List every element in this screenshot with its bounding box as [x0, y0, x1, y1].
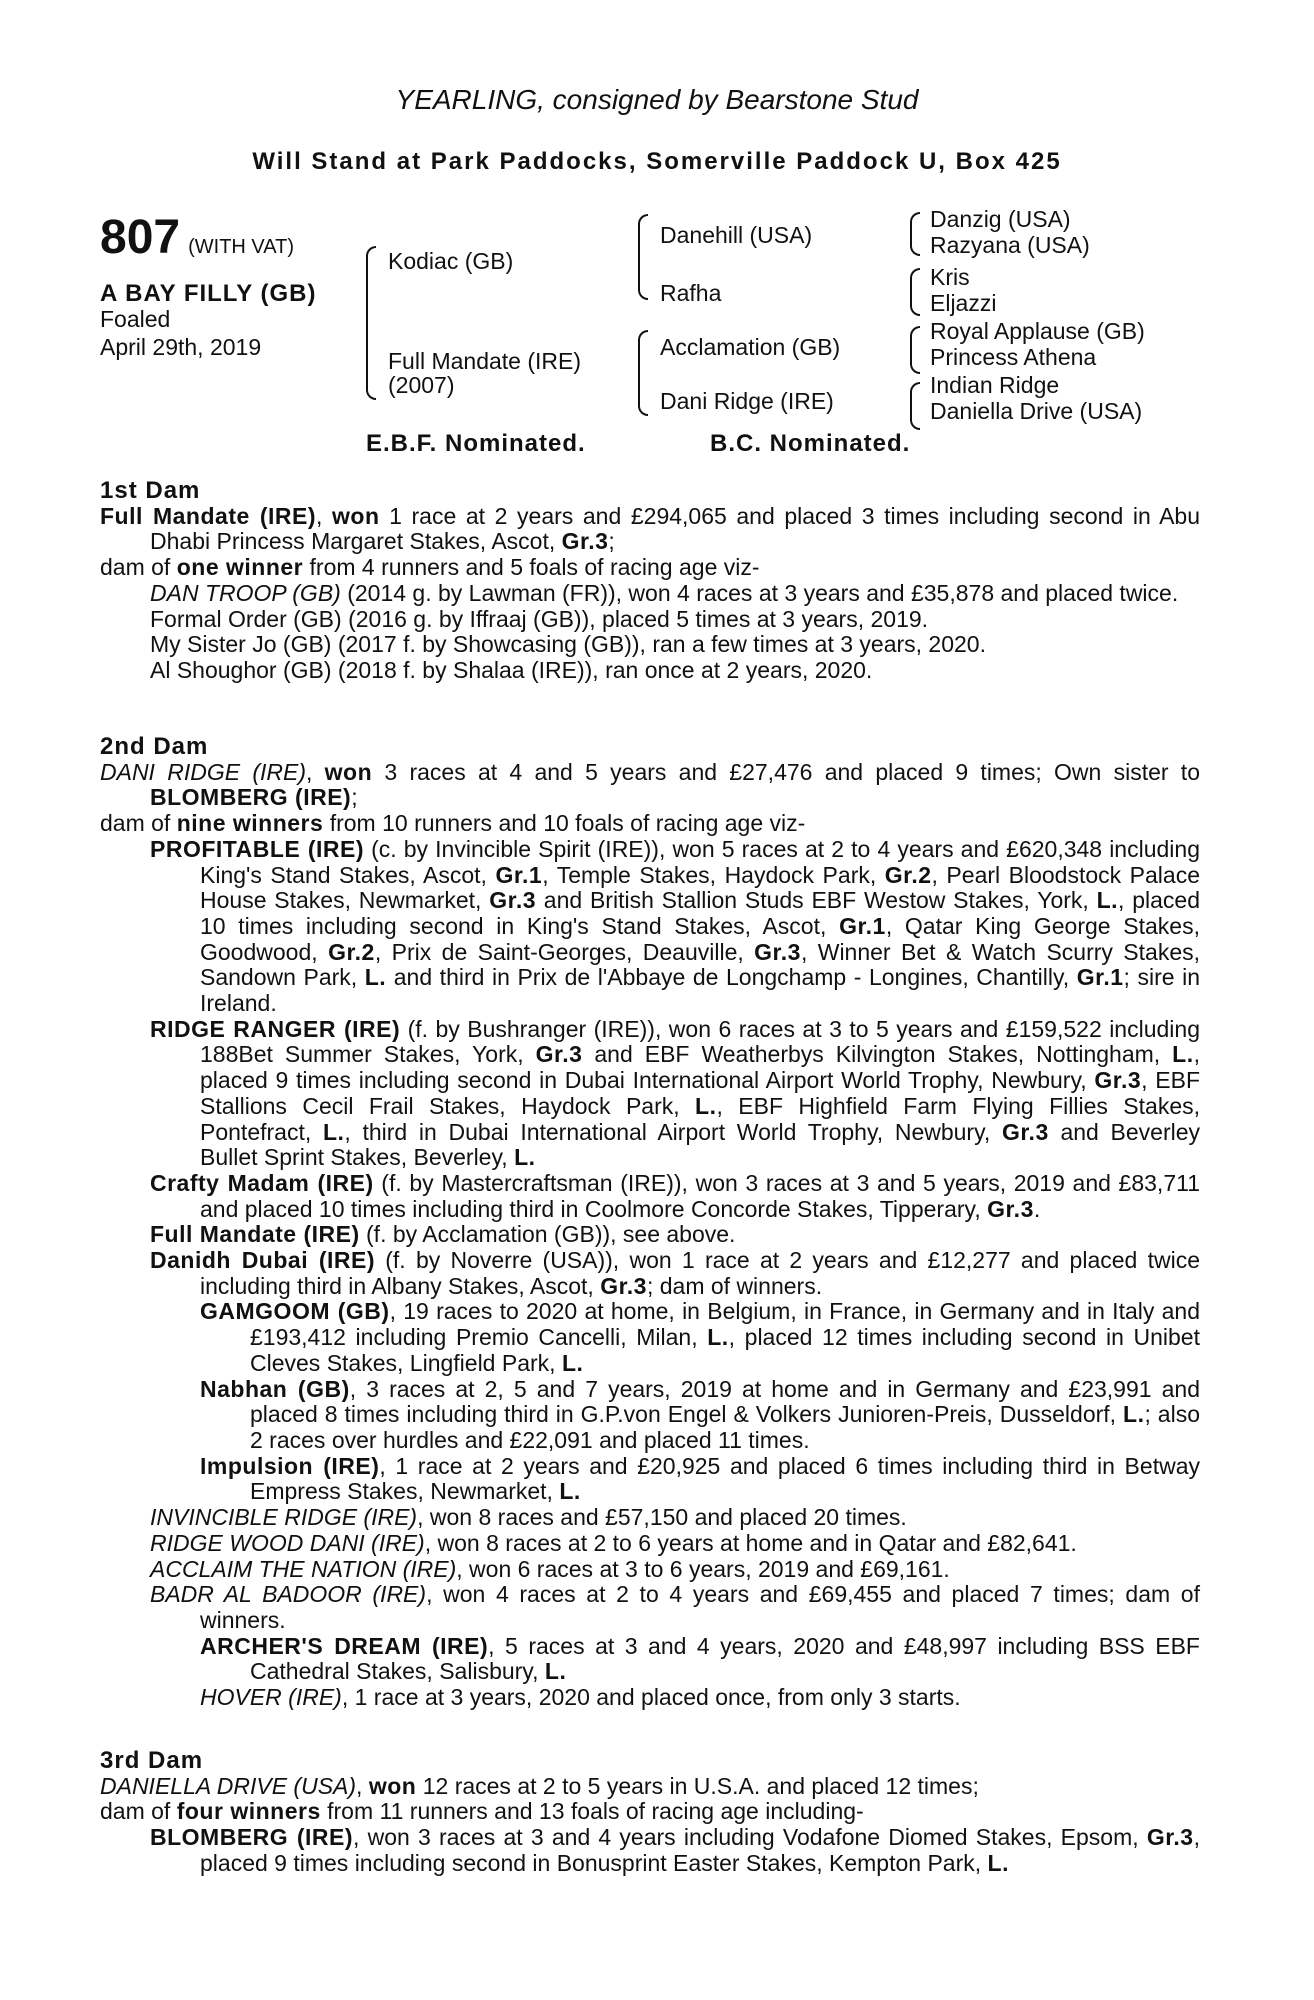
dam: Full Mandate (IRE) — [388, 348, 582, 374]
ancestor-4: Eljazzi — [930, 290, 997, 316]
third-dam-record: DANIELLA DRIVE (USA), won 12 races at 2 to 5 years in U.S.A. and placed 12 times; — [100, 1772, 979, 1799]
t: , won 8 races and £57,150 and placed 20 times. — [417, 1504, 907, 1531]
second-dam-produce-summary — [100, 811, 1200, 837]
listed: L. — [1172, 1041, 1194, 1068]
lot-description: A BAY FILLY (GB) — [100, 280, 317, 307]
pedigree-brace-2a — [638, 214, 648, 300]
punct: . — [1033, 1195, 1041, 1222]
pedigree-brace-3d — [910, 382, 920, 430]
offspring-entry — [150, 1531, 1200, 1557]
grade: Gr.1 — [495, 861, 543, 888]
t: , placed 12 times including second in Unibet Cleves Stakes, Lingfield Park, — [250, 1324, 1200, 1376]
offspring-entry — [150, 1505, 1200, 1531]
ancestor-6: Princess Athena — [930, 344, 1097, 370]
listed: L. — [1096, 887, 1119, 914]
t: , won 8 races at 2 to 6 years at home and in Qatar and £82,641. — [424, 1529, 1077, 1556]
grade: Gr.2 — [328, 938, 375, 965]
text: dam of — [100, 554, 177, 581]
offspring-entry: Al Shoughor (GB) (2018 f. by Shalaa (IRE)), ran once at 2 years, 2020. — [150, 656, 873, 683]
listed: L. — [987, 1849, 1009, 1876]
t: and EBF Weatherbys Kilvington Stakes, Nottingham, — [582, 1041, 1173, 1068]
lot-number: 807 — [100, 211, 181, 264]
third-dam-name: DANIELLA DRIVE (USA) — [100, 1772, 357, 1799]
t: , 3 races at 2, 5 and 7 years, 2019 at home and in Germany and £23,991 and placed 8 times including third in G.P.von Engel & Volkers Junioren-Preis, Dusseldorf, — [250, 1375, 1200, 1428]
won-label: won — [324, 758, 373, 785]
second-dam-section — [100, 734, 1200, 1711]
grand-offspring-entry — [200, 1299, 1200, 1376]
dam-dam: Dani Ridge (IRE) — [660, 388, 834, 414]
offspring-name: Impulsion (IRE) — [200, 1452, 380, 1479]
punct: ; — [351, 784, 358, 811]
offspring-entry — [150, 1017, 1200, 1171]
third-dam-section — [100, 1748, 1200, 1877]
grade: Gr.2 — [884, 861, 932, 888]
sire-dam: Rafha — [660, 280, 722, 306]
listed: L. — [561, 1349, 584, 1376]
offspring-entry — [150, 1582, 1200, 1633]
won-label: won — [332, 502, 380, 529]
listed: L. — [1123, 1401, 1145, 1428]
grade: Gr.1 — [1076, 964, 1124, 991]
pedigree-brace-3a — [910, 212, 920, 256]
grade: Gr.3 — [489, 887, 537, 914]
grade: Gr.1 — [839, 912, 886, 939]
listed: L. — [322, 1118, 345, 1145]
second-dam-heading: 2nd Dam — [100, 733, 209, 760]
t: (c. by Invincible Spirit (IRE)), won 5 races at 2 to 4 years and £620,348 including King's Stand Stakes, Ascot, — [200, 835, 1200, 888]
third-dam-produce-summary — [100, 1799, 1200, 1825]
offspring-record: (2014 g. by Lawman (FR)), won 4 races at 3 years and £35,878 and placed twice. — [340, 579, 1179, 606]
t: , 19 races to 2020 at home, in Belgium, in France, in Germany and in Italy and £193,412 including Premio Cancelli, Milan, — [250, 1298, 1200, 1351]
grand-offspring-entry — [200, 1377, 1200, 1454]
dam-sire: Acclamation (GB) — [660, 334, 841, 360]
t: and Beverley Bullet Sprint Stakes, Beverley, — [200, 1118, 1201, 1171]
offspring-entry: My Sister Jo (GB) (2017 f. by Showcasing (GB)), ran a few times at 3 years, 2020. — [150, 631, 986, 658]
offspring-name: Nabhan (GB) — [200, 1375, 350, 1402]
t: , Pearl Bloodstock Palace House Stakes, Newmarket, — [200, 861, 1200, 914]
first-dam-record: Full Mandate (IRE), won 1 race at 2 years and £294,065 and placed 3 times including second in Abu Dhabi Princess Margaret Stakes, Ascot, Gr.3; — [100, 502, 1200, 555]
winners-count: nine winners — [176, 810, 324, 837]
first-dam-section — [100, 478, 1200, 684]
offspring-entry: Formal Order (GB) (2016 g. by Iffraaj (GB)), placed 5 times at 3 years, 2019. — [150, 605, 929, 632]
t: ; also 2 races over hurdles and £22,091 and placed 11 times. — [250, 1401, 1200, 1453]
pedigree-brace-1 — [366, 246, 376, 400]
record-text: 3 races at 4 and 5 years and £27,476 and placed 9 times; Own sister to — [372, 758, 1200, 785]
pedigree-brace-3b — [910, 268, 920, 316]
foaled-label: Foaled — [100, 306, 171, 332]
t: , third in Dubai International Airport World Trophy, Newbury, — [344, 1118, 1002, 1145]
t: ; sire in Ireland. — [200, 964, 1200, 1017]
stabling-location: Will Stand at Park Paddocks, Somerville Paddock U, Box 425 — [252, 148, 1062, 175]
listed: L. — [707, 1324, 729, 1351]
ancestor-8: Daniella Drive (USA) — [930, 398, 1143, 424]
offspring-name: BADR AL BADOOR (IRE) — [150, 1581, 427, 1608]
text: from 11 runners and 13 foals of racing age including- — [320, 1798, 864, 1825]
listed: L. — [559, 1478, 581, 1505]
ancestor-2: Razyana (USA) — [930, 232, 1090, 258]
offspring-name: HOVER (IRE) — [200, 1684, 342, 1711]
t: , Winner Bet & Watch Scurry Stakes, Sandown Park, — [200, 938, 1201, 991]
t: , placed 9 times including second in Bonusprint Easter Stakes, Kempton Park, — [200, 1824, 1200, 1876]
t: , won 4 races at 2 to 4 years and £69,455 and placed 7 times; dam of winners. — [200, 1581, 1200, 1633]
offspring-name: GAMGOOM (GB) — [200, 1298, 390, 1325]
ancestor-3: Kris — [930, 264, 970, 290]
grade: Gr.3 — [1001, 1118, 1049, 1145]
offspring-name: RIDGE RANGER (IRE) — [150, 1015, 401, 1042]
lot-number-block — [100, 210, 294, 265]
record-text: 1 race at 2 years and £294,065 and placed 3 times including second in Abu Dhabi Princess Margaret Stakes, Ascot, — [150, 502, 1200, 555]
first-dam-heading: 1st Dam — [100, 477, 201, 504]
t: , 1 race at 3 years, 2020 and placed once, from only 3 starts. — [341, 1684, 961, 1711]
winners-count: four winners — [176, 1798, 321, 1825]
t: and British Stallion Studs EBF Westow Stakes, York, — [536, 887, 1097, 914]
offspring-entry — [150, 1171, 1200, 1222]
listed: L. — [514, 1144, 536, 1171]
offspring-entry — [150, 1248, 1200, 1299]
offspring-entry — [150, 1557, 1200, 1583]
pedigree-brace-3c — [910, 326, 920, 374]
t: , placed 10 times including second in King's Stand Stakes, Ascot, — [200, 887, 1200, 939]
ancestor-7: Indian Ridge — [930, 372, 1060, 398]
bc-nomination: B.C. Nominated. — [710, 430, 911, 457]
t: , won 3 races at 3 and 4 years including Vodafone Diomed Stakes, Epsom, — [353, 1824, 1147, 1851]
grade: Gr.3 — [754, 938, 801, 965]
dam-year: (2007) — [388, 372, 455, 398]
t: , Temple Stakes, Haydock Park, — [542, 861, 885, 888]
t: , 1 race at 2 years and £20,925 and placed 6 times including third in Betway Empress Stakes, Newmarket, — [250, 1452, 1200, 1505]
sibling-name: BLOMBERG (IRE) — [150, 784, 352, 811]
grade: Gr.3 — [1094, 1067, 1142, 1094]
ancestor-1: Danzig (USA) — [930, 206, 1071, 232]
catalogue-header: YEARLING, consigned by Bearstone Stud — [395, 84, 919, 115]
text: dam of — [100, 1798, 177, 1825]
text: from 4 runners and 5 foals of racing age viz- — [303, 554, 760, 581]
vat-note: (WITH VAT) — [188, 236, 294, 258]
t: ; dam of winners. — [646, 1272, 823, 1299]
punct: ; — [608, 528, 615, 555]
first-dam-name: Full Mandate (IRE) — [100, 502, 317, 529]
t: (f. by Mastercraftsman (IRE)), won 3 races at 3 and 5 years, 2019 and £83,711 and placed 10 times including third in Coolmore Concorde Stakes, Tipperary, — [200, 1169, 1200, 1222]
pedigree-brace-2b — [638, 330, 648, 416]
listed: L. — [544, 1658, 567, 1685]
sire-sire: Danehill (USA) — [660, 222, 813, 248]
winners-count: one winner — [176, 554, 304, 581]
listed: L. — [695, 1092, 717, 1119]
grade: Gr.3 — [1146, 1824, 1194, 1851]
record-text: 12 races at 2 to 5 years in U.S.A. and placed 12 times; — [416, 1772, 979, 1799]
third-dam-heading: 3rd Dam — [100, 1747, 204, 1774]
ancestor-5: Royal Applause (GB) — [930, 318, 1145, 344]
ebf-nomination: E.B.F. Nominated. — [366, 430, 586, 457]
won-label: won — [368, 1772, 417, 1799]
t: , EBF Highfield Farm Flying Fillies Stakes, Pontefract, — [200, 1092, 1200, 1145]
offspring-entry — [150, 1222, 1200, 1248]
t: , Qatar King George Stakes, Goodwood, — [200, 912, 1200, 965]
offspring-entry — [150, 1825, 1200, 1876]
grade: Gr.3 — [561, 528, 609, 555]
offspring-name: PROFITABLE (IRE) — [150, 835, 364, 862]
grade: Gr.3 — [600, 1272, 647, 1299]
t: , placed 9 times including second in Dubai International Airport World Trophy, Newbury, — [200, 1041, 1201, 1094]
t: , Prix de Saint-Georges, Deauville, — [374, 938, 755, 965]
offspring-name: ACCLAIM THE NATION (IRE) — [150, 1555, 457, 1582]
t: and third in Prix de l'Abbaye de Longchamp - Longines, Chantilly, — [386, 964, 1077, 991]
second-dam-name: DANI RIDGE (IRE) — [100, 758, 306, 785]
offspring-name: ARCHER'S DREAM (IRE) — [200, 1632, 489, 1659]
offspring-name: Full Mandate (IRE) — [150, 1221, 360, 1248]
offspring-name: INVINCIBLE RIDGE (IRE) — [150, 1504, 418, 1531]
offspring-entry — [150, 581, 1200, 607]
t: (f. by Acclamation (GB)), see above. — [359, 1221, 736, 1248]
offspring-name: Crafty Madam (IRE) — [150, 1169, 374, 1196]
grand-offspring-entry — [200, 1454, 1200, 1505]
grand-offspring-entry — [200, 1634, 1200, 1685]
second-dam-record: DANI RIDGE (IRE), won 3 races at 4 and 5 years and £27,476 and placed 9 times; Own sister to BLOMBERG (IRE); — [100, 758, 1200, 811]
first-dam-produce-summary — [100, 555, 1200, 581]
offspring-name: Danidh Dubai (IRE) — [150, 1247, 375, 1274]
text: from 10 runners and 10 foals of racing age viz- — [323, 810, 806, 837]
foaled-date: April 29th, 2019 — [100, 334, 262, 360]
offspring-name: DAN TROOP (GB) — [150, 579, 341, 606]
t: , EBF Stallions Cecil Frail Stakes, Haydock Park, — [200, 1067, 1200, 1119]
t: (f. by Bushranger (IRE)), won 6 races at 3 to 5 years and £159,522 including 188Bet Summer Stakes, York, — [200, 1015, 1200, 1068]
grand-offspring-entry — [200, 1685, 1200, 1711]
t: , 5 races at 3 and 4 years, 2020 and £48,997 including BSS EBF Cathedral Stakes, Salisbury, — [250, 1632, 1200, 1685]
grade: Gr.3 — [535, 1041, 583, 1068]
t: (f. by Noverre (USA)), won 1 race at 2 years and £12,277 and placed twice including third in Albany Stakes, Ascot, — [200, 1247, 1200, 1299]
sire: Kodiac (GB) — [388, 248, 514, 274]
grade: Gr.3 — [987, 1195, 1034, 1222]
t: , won 6 races at 3 to 6 years, 2019 and £69,161. — [456, 1555, 950, 1582]
offspring-name: BLOMBERG (IRE) — [150, 1824, 354, 1851]
listed: L. — [364, 964, 387, 991]
offspring-entry — [150, 837, 1200, 1017]
text: dam of — [100, 810, 177, 837]
offspring-name: RIDGE WOOD DANI (IRE) — [150, 1529, 425, 1556]
